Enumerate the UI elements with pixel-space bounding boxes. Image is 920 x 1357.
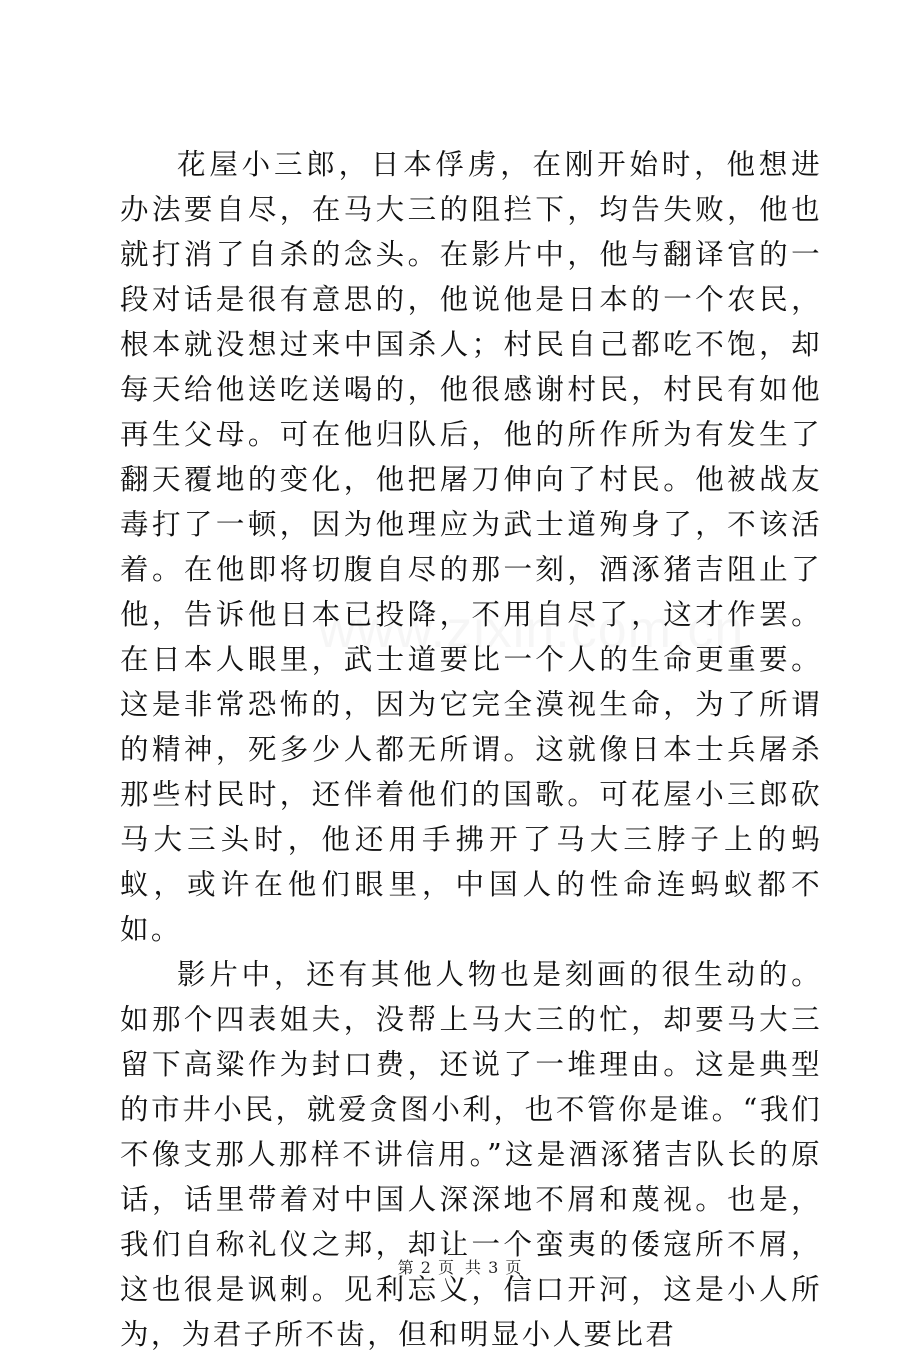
document-body — [120, 142, 822, 1357]
page-footer — [0, 1255, 920, 1278]
page-total: 共 3 页 — [465, 1258, 523, 1277]
paragraph-2: 影片中，还有其他人物也是刻画的很生动的。如那个四表姐夫，没帮上马大三的忙，却要马大三留下高粱作为封口费，还说了一堆理由。这是典型的市井小民，就爱贪图小利，也不管你是谁。“我们不像支那人那样不讲信用。”这是酒涿猪吉队长的原话，话里带着对中国人深深地不屑和蔑视。也是，我们自称礼仪之邦，却让一个蛮夷的倭寇所不屑，这也很是讽刺。见利忘义，信口开河，这是小人所为，为君子所不齿，但和明显小人要比君 — [120, 958, 822, 1351]
page-number: 第 2 页 — [397, 1258, 455, 1277]
paragraph-1: 花屋小三郎，日本俘虏，在刚开始时，他想进办法要自尽，在马大三的阻拦下，均告失败，他也就打消了自杀的念头。在影片中，他与翻译官的一段对话是很有意思的，他说他是日本的一个农民，根本就没想过来中国杀人；村民自己都吃不饱，却每天给他送吃送喝的，他很感谢村民，村民有如他再生父母。可在他归队后，他的所作所为有发生了翻天覆地的变化，他把屠刀伸向了村民。他被战友毒打了一顿，因为他理应为武士道殉身了，不该活着。在他即将切腹自尽的那一刻，酒涿猪吉阻止了他，告诉他日本已投降，不用自尽了，这才作罢。在日本人眼里，武士道要比一个人的生命更重要。这是非常恐怖的，因为它完全漠视生命，为了所谓的精神，死多少人都无所谓。这就像日本士兵屠杀那些村民时，还伴着他们的国歌。可花屋小三郎砍马大三头时，他还用手拂开了马大三脖子上的蚂蚁，或许在他们眼里，中国人的性命连蚂蚁都不如。 — [120, 148, 822, 946]
